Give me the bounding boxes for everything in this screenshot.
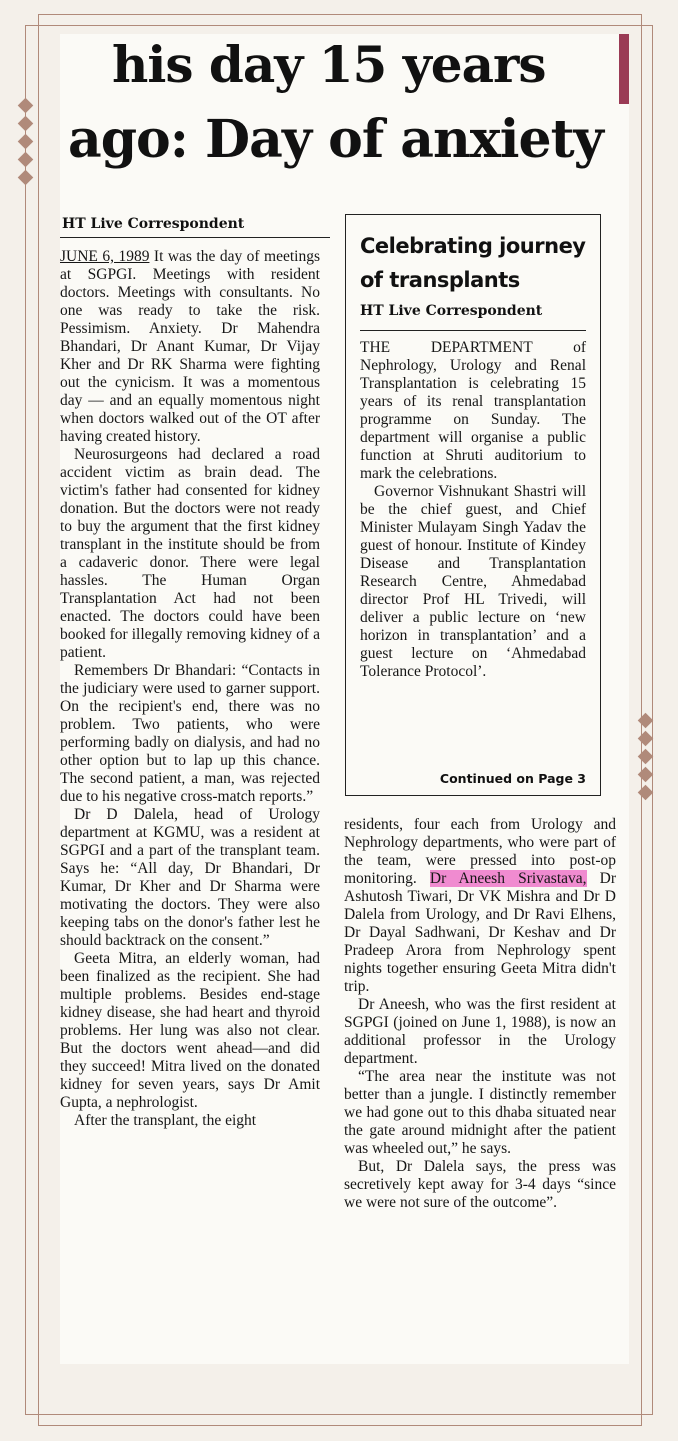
- article-paragraph: But, Dr Dalela says, the press was secretively kept away for 3-4 days “since we were not sure of the outcome”.: [344, 1158, 616, 1211]
- article-paragraph: Dr D Dalela, head of Urology department at KGMU, was a resident at SGPGI and a part of the transplant team. Says he: “All day, Dr Bhandari, Dr Kumar, Dr Kher and Dr Sharma were motivating the doctors. They were also keeping tabs on the donor's father lest he should backtrack on the consent.”: [60, 806, 320, 949]
- diamond-icon: [18, 152, 34, 168]
- newspaper-clipping: [60, 34, 629, 1364]
- sidebar-box-rule: [360, 330, 586, 331]
- diamond-icon: [638, 731, 654, 747]
- diamond-icon: [638, 749, 654, 765]
- article-paragraph: JUNE 6, 1989 It was the day of meetings at SGPGI. Meetings with resident doctors. Meetings with consultants. No one was ready to take the risk. Pessimism. Anxiety. Dr Mahendra Bhandari, Dr Anant Kumar, Dr Vijay Kher and Dr RK Sharma were fighting out the cynicism. It was a momentous day — and an equally momentous night when doctors walked out of the OT after having created history.: [60, 248, 321, 445]
- diamond-ornament-left: [20, 100, 31, 183]
- main-byline: HT Live Correspondent: [62, 216, 245, 232]
- sidebar-box-body: [360, 339, 586, 681]
- sidebar-box: [345, 214, 601, 796]
- continued-on-page: Continued on Page 3: [439, 771, 586, 786]
- diamond-ornament-right: [640, 715, 651, 798]
- sidebar-paragraph: THE DEPARTMENT of Nephrology, Urology and Renal Transplantation is celebrating 15 years of its renal transplantation programme on Sunday. The department will organise a public function at Shruti auditorium to mark the celebrations.: [360, 339, 586, 482]
- sidebar-box-title: Celebrating journey of transplants: [360, 234, 586, 292]
- main-article-column-1: [60, 248, 320, 1130]
- dateline: JUNE 6, 1989: [60, 248, 150, 265]
- article-paragraph: Remembers Dr Bhandari: “Contacts in the judiciary were used to garner support. On the recipient's end, there was no problem. Two patients, who were performing badly on dialysis, and had no other option but to lap up this chance. The second patient, a man, was rejected due to his negative cross-match reports.”: [60, 662, 320, 805]
- highlighted-name: Dr Aneesh Srivastava,: [429, 870, 587, 887]
- diamond-icon: [638, 767, 654, 783]
- diamond-icon: [18, 116, 34, 132]
- diamond-icon: [638, 713, 654, 729]
- diamond-icon: [18, 98, 34, 114]
- article-paragraph: Neurosurgeons had declared a road accident victim as brain dead. The victim's father had consented for kidney donation. But the doctors were not ready to buy the argument that the first kidney transplant in the institute should be from a cadaveric donor. There were legal hassles. The Human Organ Transplantation Act had not been enacted. The doctors could have been booked for illegally removing kidney of a patient.: [60, 446, 320, 661]
- byline-rule: [60, 237, 330, 238]
- headline-line-1: his day 15 years: [112, 35, 546, 94]
- article-paragraph: residents, four each from Urology and Nephrology departments, who were part of the team, were pressed into post-op monitoring. Dr Aneesh Srivastava, Dr Ashutosh Tiwari, Dr VK Mishra and Dr D Dalela from Urology, and Dr Ravi Elhens, Dr Dayal Sadhwani, Dr Keshav and Dr Pradeep Arora from Nephrology spent nights together ensuring Geeta Mitra didn't trip.: [344, 816, 616, 995]
- main-article-column-2: [344, 816, 616, 1212]
- clipping-edge-mark: [619, 34, 629, 104]
- diamond-icon: [638, 785, 654, 801]
- diamond-icon: [18, 170, 34, 186]
- headline-line-2: ago: Day of anxiety: [68, 109, 603, 170]
- article-paragraph: Dr Aneesh, who was the first resident at SGPGI (joined on June 1, 1988), is now an additional professor in the Urology department.: [344, 996, 616, 1067]
- sidebar-box-byline: HT Live Correspondent: [360, 303, 543, 319]
- article-paragraph: “The area near the institute was not better than a jungle. I distinctly remember we had gone out to this dhaba situated near the gate around midnight after the patient was wheeled out,” he says.: [344, 1068, 616, 1157]
- article-paragraph: After the transplant, the eight: [74, 1112, 257, 1129]
- diamond-icon: [18, 134, 34, 150]
- article-paragraph: Geeta Mitra, an elderly woman, had been finalized as the recipient. She had multiple problems. Besides end-stage kidney disease, she had heart and thyroid problems. Her lung was also not clear. But the doctors went ahead—and did they succeed! Mitra lived on the donated kidney for seven years, says Dr Amit Gupta, a nephrologist.: [60, 950, 320, 1111]
- sidebar-paragraph: Governor Vishnukant Shastri will be the chief guest, and Chief Minister Mulayam Singh Yadav the guest of honour. Institute of Kindey Disease and Transplantation Research Centre, Ahmedabad director Prof HL Trivedi, will deliver a public lecture on ‘new horizon in transplantation’ and a guest lecture on ‘Ahmedabad Tolerance Protocol’.: [360, 483, 586, 680]
